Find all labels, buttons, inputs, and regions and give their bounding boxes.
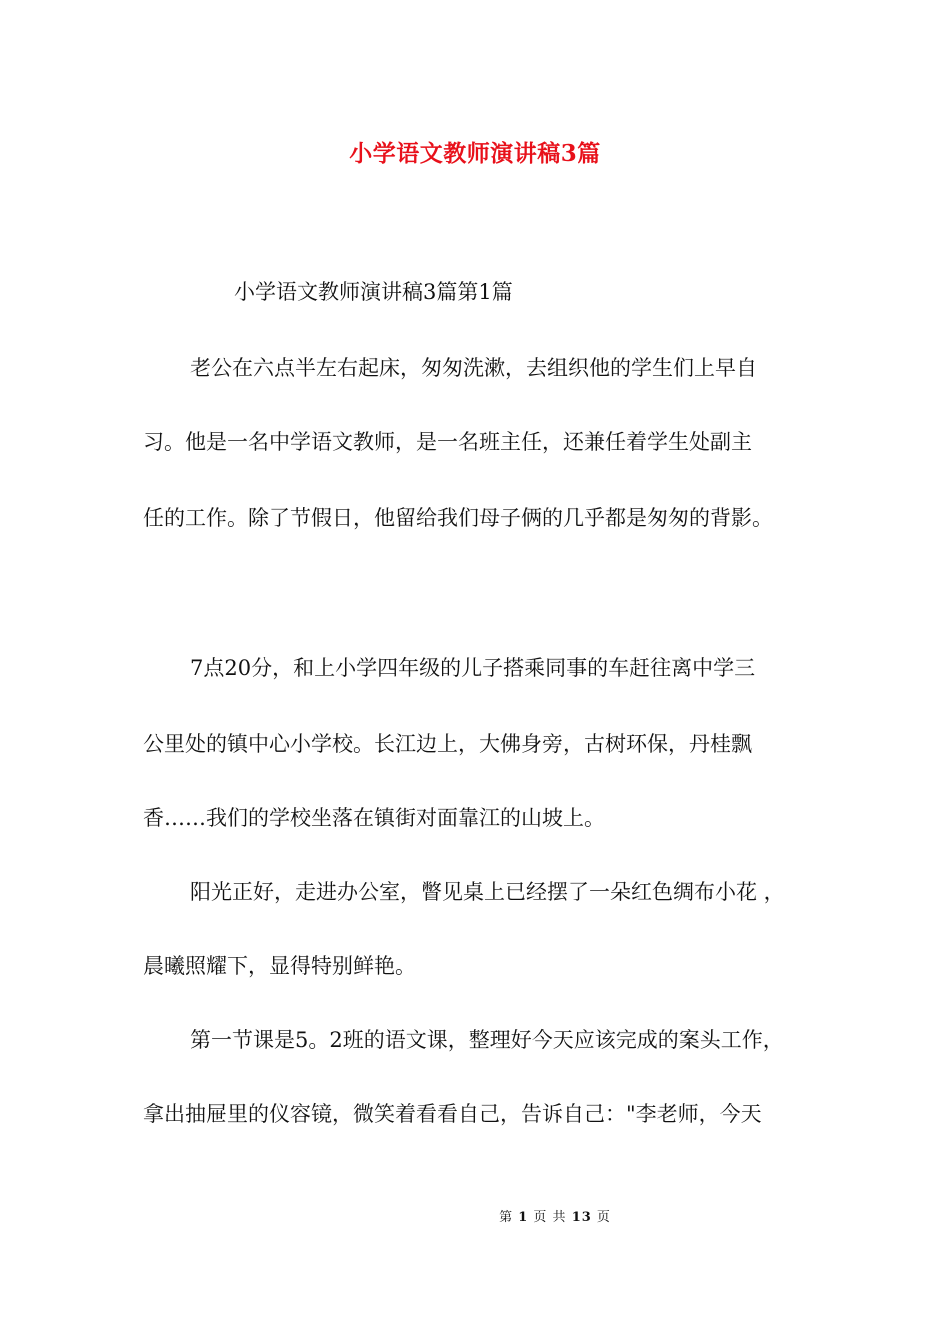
- document-title: 小学语文教师演讲稿3篇: [349, 140, 601, 167]
- paragraph-line: 阳光正好，走进办公室，瞥见桌上已经摆了一朵红色绸布小花 ，: [190, 880, 785, 904]
- paragraph-line: 第一节课是5。2班的语文课，整理好今天应该完成的案头工作，: [190, 1028, 784, 1052]
- paragraph-line: 拿出抽屉里的仪容镜，微笑着看看自己，告诉自己："李老师，今天: [143, 1102, 762, 1126]
- footer-prefix: 第: [499, 1210, 514, 1225]
- footer-middle: 页 共: [533, 1210, 567, 1225]
- paragraph-line: 香……我们的学校坐落在镇街对面靠江的山坡上。: [143, 806, 605, 830]
- paragraph-line: 习。他是一名中学语文教师，是一名班主任，还兼任着学生处副主: [143, 430, 752, 454]
- page-footer: [0, 1208, 950, 1228]
- footer-suffix: 页: [596, 1210, 611, 1225]
- paragraph-line: 老公在六点半左右起床，匆匆洗漱，去组织他的学生们上早自: [190, 356, 757, 380]
- paragraph-line: 7点20分，和上小学四年级的儿子搭乘同事的车赶往离中学三: [190, 656, 756, 680]
- footer-page-number: 1: [518, 1210, 529, 1225]
- footer-total-pages: 13: [571, 1210, 592, 1225]
- paragraph-line: 公里处的镇中心小学校。长江边上，大佛身旁，古树环保，丹桂飘: [143, 732, 752, 756]
- section-heading: 小学语文教师演讲稿3篇第1篇: [234, 280, 513, 304]
- paragraph-line: 晨曦照耀下，显得特别鲜艳。: [143, 954, 416, 978]
- paragraph-line: 任的工作。除了节假日，他留给我们母子俩的几乎都是匆匆的背影。: [143, 506, 773, 530]
